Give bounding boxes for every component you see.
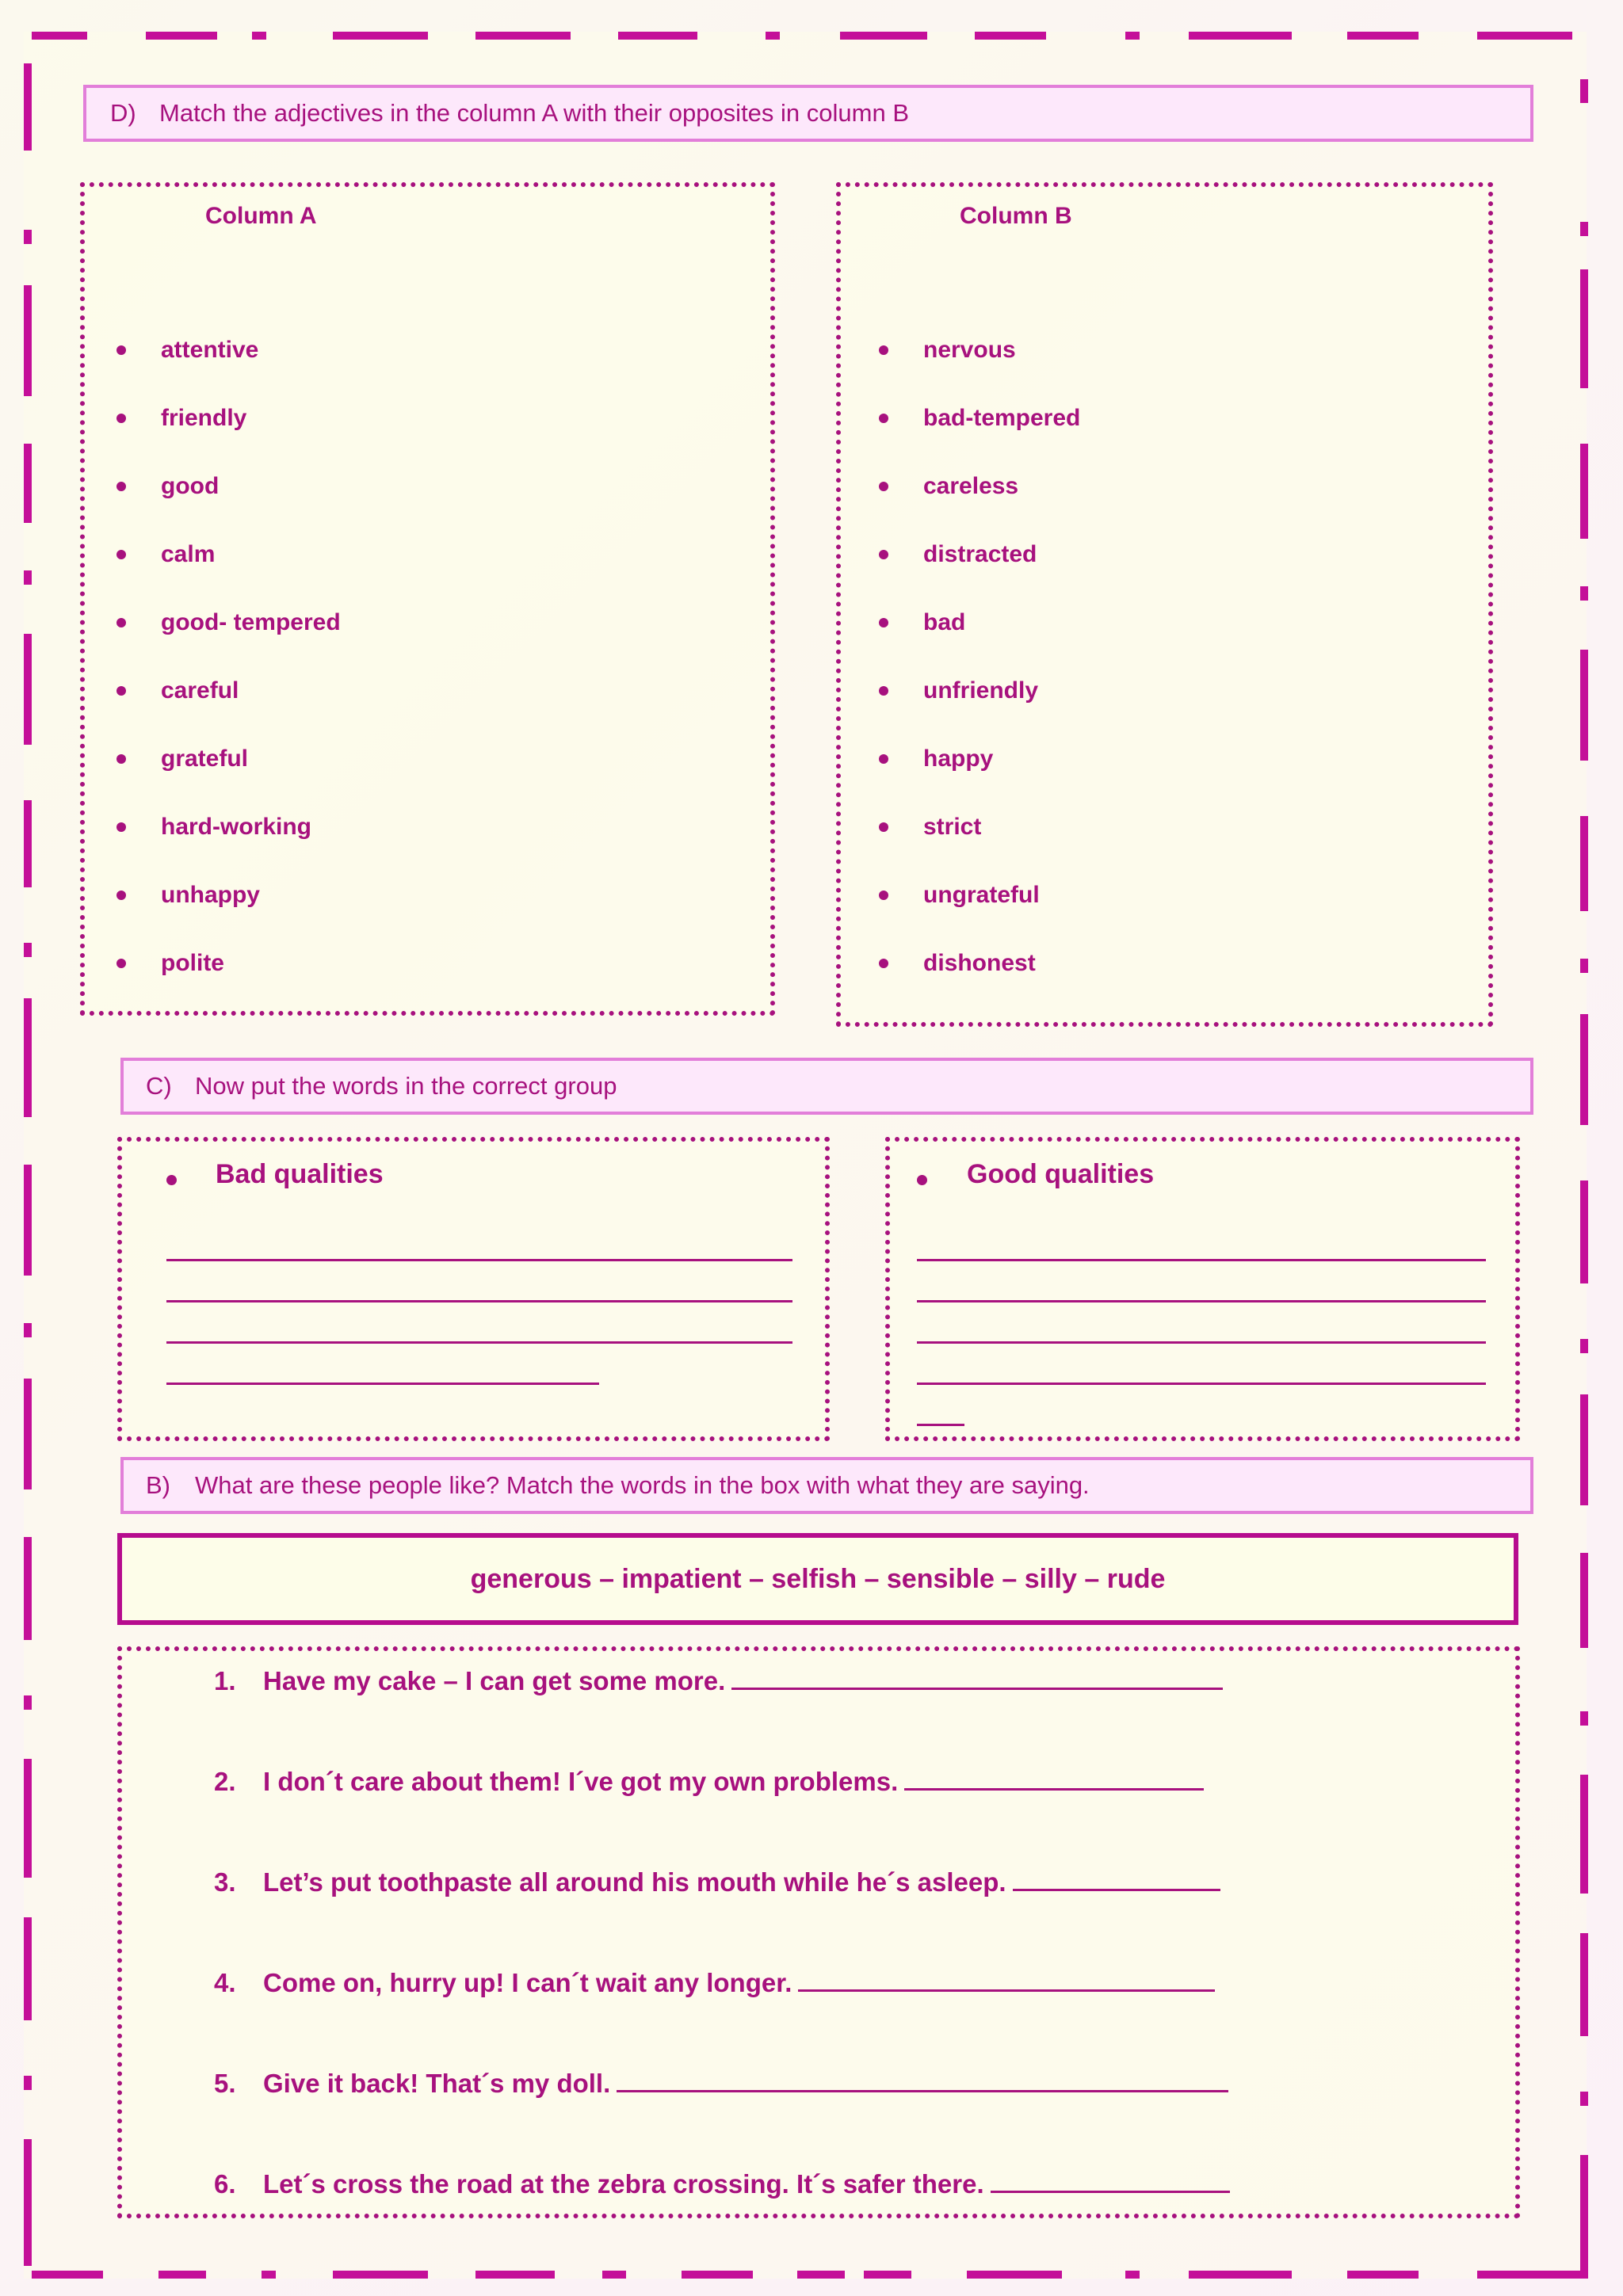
border-dash [975, 32, 1046, 40]
answer-line [166, 1259, 792, 1261]
bad-qualities-box [117, 1137, 830, 1441]
border-dash [1580, 1394, 1588, 1505]
list-item [116, 811, 341, 879]
adjective: strict [923, 814, 982, 840]
border-dash [1580, 816, 1588, 911]
list-item [116, 675, 341, 743]
border-dash [864, 2271, 911, 2279]
bullet-dot [879, 754, 888, 764]
list-item [879, 607, 1080, 675]
answer-line [166, 1300, 792, 1302]
good-qualities-box [885, 1137, 1520, 1441]
sentence-item [214, 1967, 1230, 2068]
sentence-item [214, 2068, 1230, 2168]
border-dash [766, 32, 780, 40]
border-dash [32, 2271, 103, 2279]
list-item [879, 539, 1080, 607]
border-dash [1580, 1711, 1588, 1726]
sentence-item [214, 1766, 1230, 1867]
border-dash [32, 32, 87, 40]
border-dash [333, 32, 428, 40]
border-dash [797, 2271, 845, 2279]
sentence-number: 5. [214, 2069, 236, 2098]
border-dash [1580, 1014, 1588, 1125]
sentence-text: Let’s put toothpaste all around his mouth while he´s asleep. [263, 1867, 1006, 1897]
border-dash [618, 32, 697, 40]
bullet-dot [879, 482, 888, 491]
border-dash [158, 2271, 206, 2279]
list-item [879, 471, 1080, 539]
border-dash [24, 1165, 32, 1276]
border-dash [252, 32, 266, 40]
adjective: good [161, 473, 220, 499]
border-dash [24, 63, 32, 151]
border-dash [1189, 2271, 1292, 2279]
sentence-number: 3. [214, 1867, 236, 1897]
border-dash [24, 634, 32, 745]
border-dash [1580, 1775, 1588, 1894]
sentence-item [214, 1665, 1230, 1766]
border-dash [146, 32, 217, 40]
border-dash [1580, 650, 1588, 761]
border-dash [1580, 1180, 1588, 1283]
adjective: careless [923, 473, 1019, 499]
sentence-item [214, 1867, 1230, 1967]
list-item [116, 743, 341, 811]
good-qualities-title: Good qualities [967, 1159, 1155, 1189]
answer-line [917, 1259, 1486, 1261]
sentence-number: 4. [214, 1968, 236, 1997]
border-dash [1347, 2271, 1419, 2279]
sentence-text: I don´t care about them! I´ve got my own problems. [263, 1767, 899, 1796]
adjective: nervous [923, 337, 1016, 363]
border-dash [24, 230, 32, 244]
bullet-dot [879, 618, 888, 627]
border-dash [1580, 2092, 1588, 2106]
bullet-dot [879, 822, 888, 832]
answer-line [904, 1788, 1204, 1791]
border-dash [24, 285, 32, 396]
border-dash [682, 2271, 753, 2279]
bullet-dot [116, 959, 126, 968]
answer-line [917, 1424, 964, 1426]
adjective: unhappy [161, 882, 260, 908]
border-dash [1477, 32, 1572, 40]
adjective: polite [161, 950, 224, 976]
bullet-dot [879, 345, 888, 355]
adjective: bad [923, 609, 966, 635]
sentence-text: Have my cake – I can get some more. [263, 1666, 726, 1695]
border-dash [333, 2271, 428, 2279]
adjective: bad-tempered [923, 405, 1081, 431]
answer-line [917, 1300, 1486, 1302]
border-dash [262, 2271, 276, 2279]
section-b-instruction: What are these people like? Match the words in the box with what they are saying. [195, 1471, 1090, 1499]
adjective: distracted [923, 541, 1037, 567]
border-dash [840, 32, 927, 40]
section-b-letter: B) [146, 1471, 170, 1499]
bullet-dot [116, 618, 126, 627]
adjective: grateful [161, 746, 249, 772]
sentence-number: 1. [214, 1666, 236, 1695]
sentence-text: Let´s cross the road at the zebra crossing. It´s safer there. [263, 2169, 984, 2199]
answer-line [798, 1989, 1215, 1992]
adjective: good- tempered [161, 609, 341, 635]
section-b-header [120, 1457, 1533, 1514]
section-c-instruction: Now put the words in the correct group [195, 1072, 617, 1100]
bullet-dot [116, 891, 126, 900]
border-dash [1580, 1933, 1588, 2036]
list-item [116, 879, 341, 948]
border-dash [1189, 32, 1292, 40]
list-item [879, 334, 1080, 402]
border-dash [1580, 79, 1588, 103]
section-d-instruction: Match the adjectives in the column A with their opposites in column B [159, 99, 909, 127]
border-dash [1125, 32, 1140, 40]
adjective: attentive [161, 337, 259, 363]
answer-line [917, 1383, 1486, 1385]
border-dash [24, 2076, 32, 2090]
border-dash [1477, 2271, 1588, 2279]
bullet-dot [116, 686, 126, 696]
border-dash [24, 1759, 32, 1878]
border-dash [24, 1323, 32, 1337]
sentence-item [214, 2168, 1230, 2269]
list-item [879, 948, 1080, 1016]
list-item [116, 471, 341, 539]
border-dash [24, 1537, 32, 1640]
border-dash [1580, 269, 1588, 388]
border-dash [24, 2139, 32, 2266]
list-item [116, 948, 341, 1016]
list-item [116, 334, 341, 402]
bullet-dot [917, 1175, 927, 1185]
answer-line [1013, 1889, 1220, 1891]
border-dash [1580, 222, 1588, 236]
sentence-text: Give it back! That´s my doll. [263, 2069, 611, 2098]
word-box: generous – impatient – selfish – sensible – silly – rude [117, 1533, 1518, 1625]
border-dash [475, 32, 571, 40]
answer-line [166, 1383, 599, 1385]
section-d-letter: D) [110, 99, 136, 127]
adjective: calm [161, 541, 216, 567]
list-item [116, 539, 341, 607]
list-item [879, 879, 1080, 948]
border-dash [1580, 959, 1588, 973]
adjective: friendly [161, 405, 247, 431]
border-dash [1125, 2271, 1140, 2279]
border-dash [602, 2271, 626, 2279]
border-dash [1580, 1553, 1588, 1648]
border-dash [1347, 32, 1419, 40]
sentence-list [214, 1665, 1230, 2269]
sentence-text: Come on, hurry up! I can´t wait any longer. [263, 1968, 792, 1997]
column-b-title: Column B [960, 203, 1072, 229]
column-b-list [879, 334, 1080, 1016]
column-a-title: Column A [205, 203, 317, 229]
section-d-header [83, 85, 1533, 142]
bullet-dot [116, 754, 126, 764]
adjective: hard-working [161, 814, 312, 840]
adjective: happy [923, 746, 994, 772]
list-item [879, 811, 1080, 879]
bullet-dot [879, 959, 888, 968]
adjective: ungrateful [923, 882, 1040, 908]
sentence-number: 6. [214, 2169, 236, 2199]
answer-line [917, 1341, 1486, 1344]
section-c-letter: C) [146, 1072, 172, 1100]
border-dash [967, 2271, 1062, 2279]
bullet-dot [166, 1175, 177, 1185]
answer-line [731, 1688, 1223, 1690]
adjective: dishonest [923, 950, 1036, 976]
bullet-dot [879, 891, 888, 900]
sentence-number: 2. [214, 1767, 236, 1796]
border-dash [24, 943, 32, 957]
border-dash [1580, 586, 1588, 601]
bullet-dot [879, 414, 888, 423]
sentences-box [117, 1646, 1520, 2218]
border-dash [24, 800, 32, 887]
list-item [879, 675, 1080, 743]
bullet-dot [116, 550, 126, 559]
column-a-list [116, 334, 341, 1016]
column-b-box [836, 182, 1493, 1027]
bullet-dot [116, 345, 126, 355]
list-item [879, 743, 1080, 811]
border-dash [24, 1917, 32, 2020]
bad-qualities-title: Bad qualities [216, 1159, 384, 1189]
list-item [116, 402, 341, 471]
bullet-dot [879, 550, 888, 559]
border-dash [1580, 1339, 1588, 1353]
bullet-dot [116, 482, 126, 491]
section-c-header [120, 1058, 1533, 1115]
border-dash [24, 1695, 32, 1710]
adjective: careful [161, 677, 239, 704]
list-item [879, 402, 1080, 471]
bullet-dot [116, 822, 126, 832]
border-dash [1580, 444, 1588, 539]
answer-line [166, 1341, 792, 1344]
bullet-dot [879, 686, 888, 696]
border-dash [475, 2271, 555, 2279]
bullet-dot [116, 414, 126, 423]
adjective: unfriendly [923, 677, 1039, 704]
answer-line [991, 2191, 1230, 2193]
border-dash [24, 570, 32, 585]
border-dash [24, 1379, 32, 1489]
border-dash [24, 444, 32, 523]
border-dash [24, 998, 32, 1117]
border-dash [1580, 2155, 1588, 2274]
column-a-box [80, 182, 775, 1016]
answer-line [617, 2090, 1228, 2092]
list-item [116, 607, 341, 675]
